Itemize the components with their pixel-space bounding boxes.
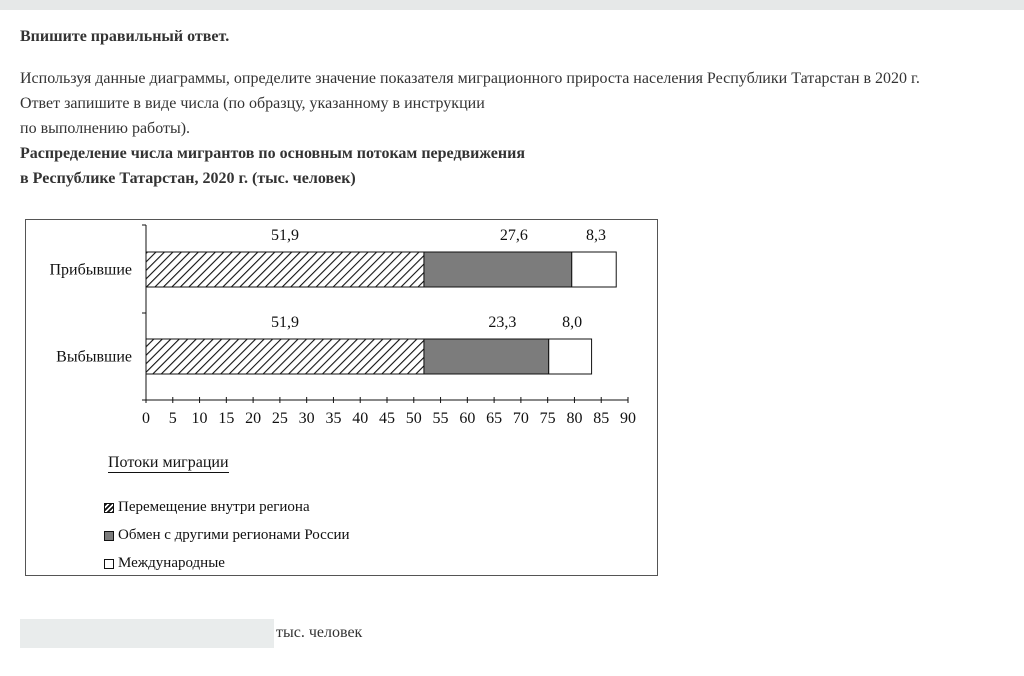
bar-segment xyxy=(146,252,424,287)
x-tick-label: 75 xyxy=(539,410,556,427)
x-tick-label: 20 xyxy=(245,410,262,427)
x-tick-label: 50 xyxy=(405,410,422,427)
x-tick-label: 0 xyxy=(142,410,150,427)
answer-unit: тыс. человек xyxy=(276,624,363,641)
data-label: 51,9 xyxy=(270,314,299,331)
x-tick-label: 25 xyxy=(271,410,288,427)
x-tick-label: 15 xyxy=(218,410,235,427)
instruction: Впишите правильный ответ. xyxy=(20,28,230,45)
x-tick-label: 60 xyxy=(459,410,476,427)
x-tick-label: 35 xyxy=(325,410,342,427)
question-text xyxy=(20,66,1002,191)
data-label: 51,9 xyxy=(270,227,299,244)
data-label: 8,0 xyxy=(562,314,583,331)
data-label: 27,6 xyxy=(499,227,528,244)
bar-segment xyxy=(146,339,424,374)
chart-title-line-2: в Республике Татарстан, 2020 г. (тыс. человек) xyxy=(20,170,356,187)
answer-input[interactable] xyxy=(20,619,274,648)
white-swatch-icon xyxy=(104,559,114,569)
data-label: 8,3 xyxy=(585,227,606,244)
legend-item-interregional xyxy=(104,527,350,544)
x-tick-label: 85 xyxy=(593,410,610,427)
bar-segment xyxy=(572,252,616,287)
x-tick-label: 70 xyxy=(512,410,529,427)
answer-format-line-2: по выполнению работы). xyxy=(20,120,191,137)
legend-label: Международные xyxy=(118,555,225,571)
x-tick-label: 30 xyxy=(298,410,315,427)
hatch-swatch-icon xyxy=(104,503,114,513)
top-bar xyxy=(0,0,1024,10)
x-tick-label: 65 xyxy=(486,410,503,427)
legend-title: Потоки миграции xyxy=(108,454,229,471)
x-tick-label: 40 xyxy=(352,410,369,427)
legend-item-international xyxy=(104,555,225,572)
legend-label: Обмен с другими регионами России xyxy=(118,527,350,543)
x-tick-label: 5 xyxy=(168,410,177,427)
bar-segment xyxy=(424,339,549,374)
gray-swatch-icon xyxy=(104,531,114,541)
chart-title-line-1: Распределение числа мигрантов по основным потокам передвижения xyxy=(20,145,525,162)
category-label: Прибывшие xyxy=(49,261,132,279)
legend-label: Перемещение внутри региона xyxy=(118,499,310,515)
category-label: Выбывшие xyxy=(56,348,132,366)
x-tick-label: 90 xyxy=(620,410,636,427)
data-label: 23,3 xyxy=(488,314,517,331)
x-tick-label: 55 xyxy=(432,410,449,427)
bar-segment xyxy=(424,252,572,287)
stacked-bar-chart xyxy=(26,220,659,577)
answer-format-line-1: Ответ запишите в виде числа (по образцу, указанному в инструкции xyxy=(20,95,485,112)
x-tick-label: 45 xyxy=(379,410,395,427)
legend-item-intra-region xyxy=(104,499,310,516)
question-main: Используя данные диаграммы, определите значение показателя миграционного прироста населения Республики Татарстан в 2020 г. xyxy=(20,70,920,87)
chart-container xyxy=(25,219,658,576)
x-tick-label: 10 xyxy=(191,410,208,427)
bar-segment xyxy=(549,339,592,374)
x-tick-label: 80 xyxy=(566,410,583,427)
